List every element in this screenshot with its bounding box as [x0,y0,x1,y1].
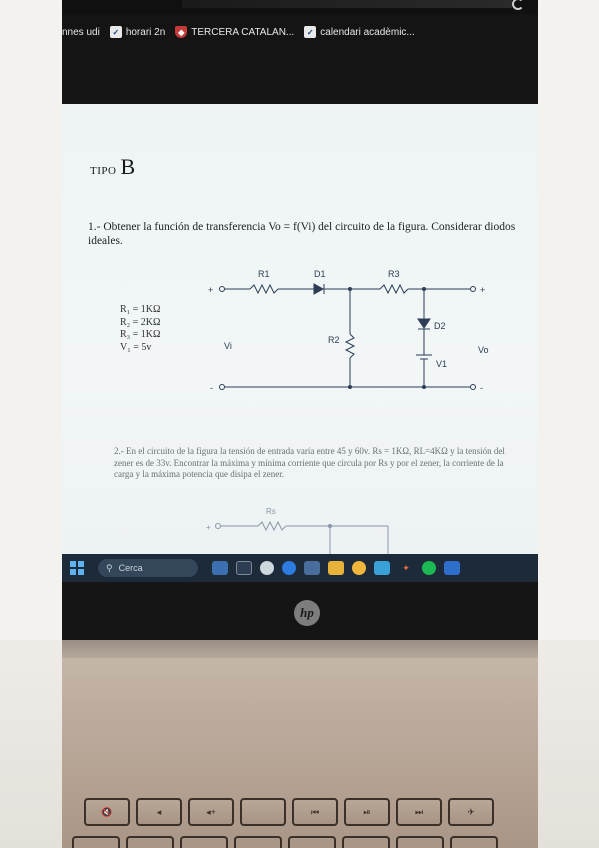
given-values [120,304,160,354]
task-view-icon[interactable] [236,561,252,575]
pin-icon[interactable]: ✦ [402,562,410,573]
label-plus-left: + [208,285,214,295]
reload-icon[interactable] [512,0,524,10]
terminal-left-top [220,287,225,292]
play-pause-icon: ⏯ [363,806,371,817]
key-play-pause[interactable] [344,798,390,826]
given-r1: R₁ = 1KΩ [120,304,161,315]
key-prev-track[interactable] [292,798,338,826]
table-surface-right [538,640,599,848]
function-key-row [64,798,536,832]
label-r3: R3 [388,269,400,279]
label-plus: + [206,523,211,532]
label-plus-right: + [480,285,486,295]
diode-d1 [314,284,323,294]
bookmark-label: TERCERA CATALAN... [191,26,295,38]
word-icon[interactable] [444,561,460,575]
bookmark-label: horari 2n [125,26,166,38]
key-blank[interactable] [240,798,286,826]
bookmark-label: calendari acadèmic... [320,26,415,38]
bookmark-label: nnes udi [62,26,100,38]
address-bar-strip [62,0,538,14]
chrome-icon[interactable] [352,561,366,575]
bookmark-2[interactable] [110,26,165,38]
circuit-diagram-1 [202,259,502,399]
key-volume-down[interactable] [136,798,182,826]
given-r2: R₂ = 2KΩ [120,316,161,328]
address-bar[interactable] [182,0,512,8]
tipo-prefix: TIPO [90,165,117,177]
label-minus-left: - [210,383,213,393]
label-vo: Vo [478,345,489,355]
chat-icon[interactable] [260,561,274,575]
document-viewer[interactable] [62,104,538,554]
given-v1: V₁ = 5v [120,341,152,353]
windows-start-icon[interactable] [70,561,84,575]
terminal-right-bottom [471,385,476,390]
resistor-r2 [346,334,354,358]
tipo-letter: B [120,154,136,179]
store-icon[interactable] [304,561,320,575]
file-explorer-icon[interactable] [328,561,344,575]
airplane-icon: ✈ [467,806,475,817]
key-volume-up[interactable] [188,798,234,826]
prev-track-icon: ⏮ [310,806,320,817]
bookmark-1[interactable] [62,27,100,38]
number-key-row [64,836,536,848]
photos-icon[interactable] [374,561,390,575]
shield-icon: ◆ [175,26,187,38]
spotify-icon[interactable] [422,561,436,575]
windows-taskbar [62,554,538,582]
next-track-icon: ⏭ [414,806,424,817]
laptop-hinge [62,640,538,658]
resistor-r1 [250,285,278,293]
question-2: 2.- En el circuito de la figura la tensión de entrada varía entre 45 y 60v. Rs = 1KΩ, RL=4KΩ y la tensión del zener es de 33v. Encontrar la máxima y mínima corriente que circula por Rs y por el zener, la corriente de la carga y la máxima potencia que disipa el zener. [114,446,505,479]
label-minus-right: - [480,383,483,393]
label-rs: Rs [266,507,276,516]
classroom-icon: ✓ [110,26,122,38]
label-vi: Vi [224,341,232,351]
label-v1: V1 [436,359,448,369]
classroom-icon: ✓ [304,26,316,38]
widgets-icon[interactable] [212,561,228,575]
key-next-track[interactable] [396,798,442,826]
diode-d2 [418,319,430,328]
document-page [62,104,538,554]
question-1: 1.- Obtener la función de transferencia Vo = f(Vi) del circuito de la figura. Considerar diodos ideales. [88,221,516,247]
key-volume-mute[interactable] [84,798,130,826]
edge-icon[interactable] [282,561,296,575]
key-airplane[interactable] [448,798,494,826]
volume-mute-icon: 🔇 [101,806,113,817]
search-placeholder: Cerca [118,563,143,573]
resistor-rs [258,522,286,530]
circuit-diagram-2 [202,504,402,554]
bookmark-3[interactable] [175,26,294,38]
table-surface-left [0,640,62,848]
given-r3: R₃ = 1KΩ [120,329,161,340]
label-r1: R1 [258,269,270,279]
terminal-right-top [471,287,476,292]
exam-type-heading [90,154,135,180]
search-icon: ⚲ [106,562,113,573]
volume-up-icon: ◂+ [206,806,216,817]
taskbar-search[interactable] [98,559,198,577]
label-d2: D2 [434,321,446,331]
label-d1: D1 [314,269,326,279]
bookmarks-bar [62,20,538,44]
hp-logo: hp [294,600,320,626]
resistor-r3 [380,285,408,293]
terminal-left-bottom [220,385,225,390]
taskbar-apps [212,561,460,575]
bookmark-4[interactable] [304,26,415,38]
volume-down-icon: ◂ [156,806,162,817]
label-r2: R2 [328,335,340,345]
